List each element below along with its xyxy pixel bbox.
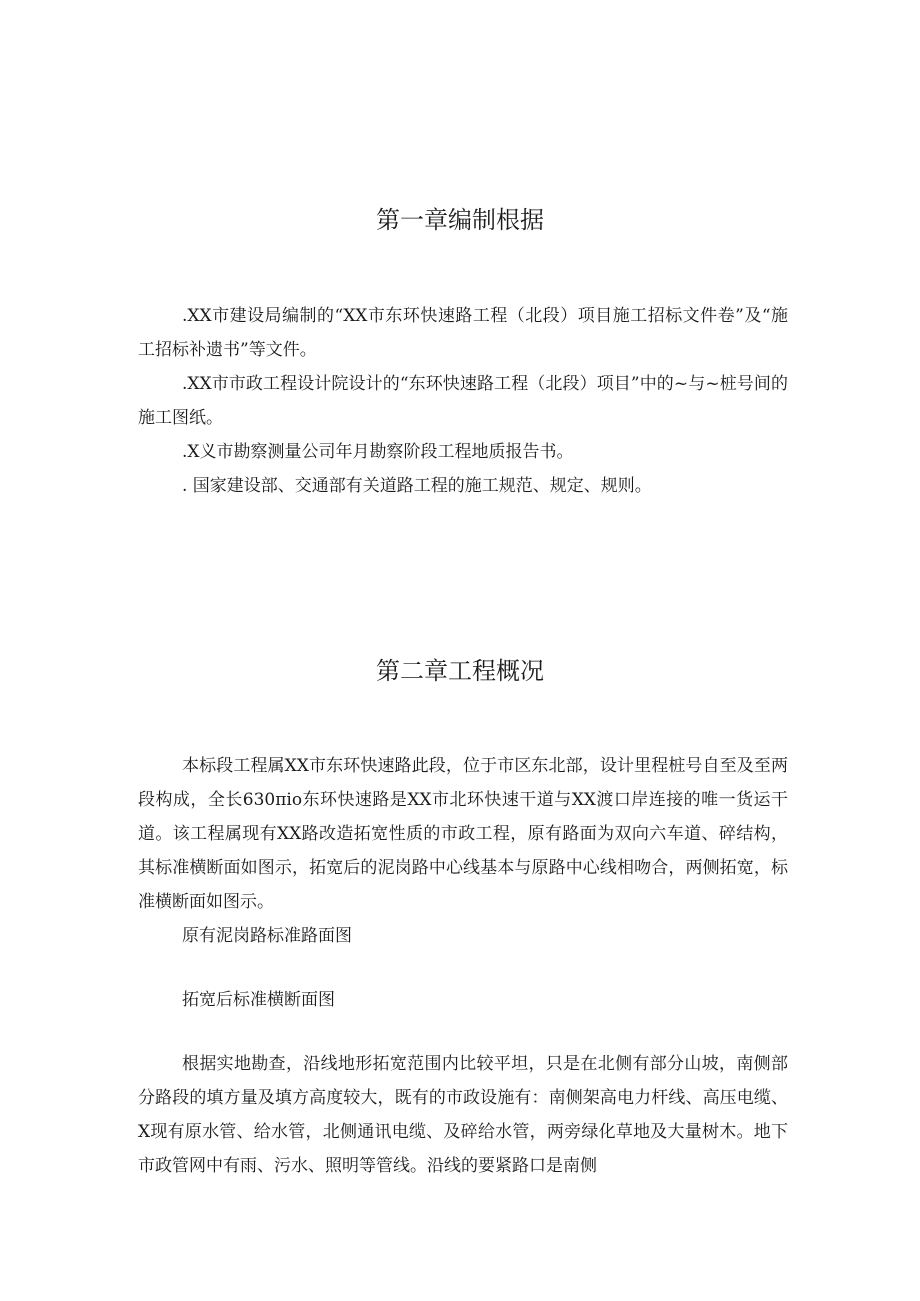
chapter2-title: 第二章工程概况: [376, 657, 544, 685]
chapter2-intro: 本标段工程属XX市东环快速路此段，位于市区东北部，设计里程桩号自至及至两段构成，全长630πio东环快速路是XX市北环快速干道与XX渡口岸连接的唯一货运干道。该工程属现有XX路改造拓宽性质的市政工程，原有路面为双向六车道、碎结构，其标准横断面如图示，拓宽后的泥岗路中心线基本与原路中心线相吻合，两侧拓宽，标准横断面如图示。: [138, 756, 788, 912]
figure1-placeholder: [138, 953, 788, 983]
figure1-caption: 原有泥岗路标准路面图: [182, 926, 352, 946]
figure2-placeholder: [138, 1017, 788, 1047]
chapter1-item-3: .X义市勘察测量公司年月勘察阶段工程地质报告书。: [182, 442, 574, 462]
chapter1-item-2: .XX市市政工程设计院设计的“东环快速路工程（北段）项目”中的~与~桩号间的施工图纸。: [138, 374, 788, 428]
chapter1-item-1: .XX市建设局编制的“XX市东环快速路工程（北段）项目施工招标文件卷”及“施工招标补遗书”等文件。: [138, 306, 788, 360]
chapter1-title: 第一章编制根据: [376, 206, 544, 234]
chapter2-body: [138, 749, 788, 1183]
chapter1-item-4: . 国家建设部、交通部有关道路工程的施工规范、规定、规则。: [182, 476, 652, 496]
chapter2-survey: 根据实地勘查，沿线地形拓宽范围内比较平坦，只是在北侧有部分山坡，南侧部分路段的填方量及填方高度较大，既有的市政设施有：南侧架高电力杆线、高压电缆、X现有原水管、给水管，北侧通讯电缆、及碎给水管，两旁绿化草地及大量树木。地下市政管网中有雨、污水、照明等管线。沿线的要紧路口是南侧: [138, 1054, 788, 1176]
chapter1-body: [138, 299, 788, 503]
figure2-caption: 拓宽后标准横断面图: [182, 990, 335, 1010]
